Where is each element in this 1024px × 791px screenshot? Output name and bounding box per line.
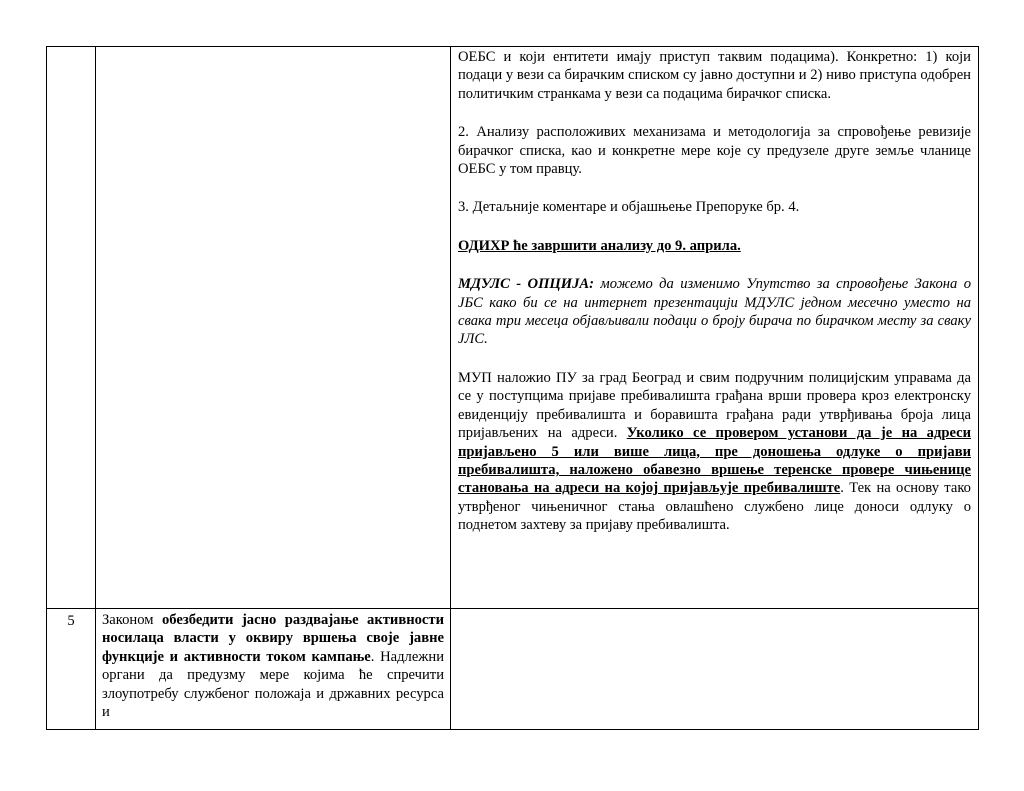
paragraph-revision-analysis: 2. Анализу расположивих механизама и методологија за спровођење ревизије бирачког списка, као и конкретне мере које су предузеле друге земље чланице ОЕБС у том правцу. (458, 124, 971, 178)
mup-order-end: . Тек на основу тако утврђеног чињеничног стања овлашћено службено лице доноси одлуку о поднетом захтеву за пријаву пребивалишта. (458, 480, 971, 534)
mdpls-option-lead: МДУЛС - ОПЦИЈА: (458, 276, 595, 293)
paragraph-odihr-deadline: ОДИХР ће завршити анализу до 9. априла. (458, 237, 741, 254)
row-number-cell: 5 (47, 609, 96, 730)
paragraph-recommendation-4: 3. Детаљније коментаре и објашњење Препоруке бр. 4. (458, 199, 800, 216)
recommendation-text (102, 611, 444, 721)
recommendation-text-emphasis: обезбедити јасно раздвајање активности носилаца власти у оквиру вршења своје јавне функције и активности током кампање (102, 612, 444, 665)
table-row (47, 609, 979, 730)
table-row (47, 47, 979, 609)
activities-cell (451, 609, 979, 730)
paragraph-osce-data: ОЕБС и који ентитети имају приступ таквим подацима). Конкретно: 1) који подаци у вези са бирачким списком су јавно доступни и 2) ниво приступа одобрен политичким странкама у вези са подацима бирачког списка. (458, 49, 971, 102)
paragraph-mdpls-option (458, 275, 971, 349)
document-table (46, 46, 979, 730)
paragraph-mup-order (458, 369, 971, 535)
recommendation-text-start: Законом (102, 612, 162, 628)
mup-order-start: МУП наложио ПУ за град Београд и свим подручним полицијским управама да се у поступцима пријаве пребивалишта грађана врши провера кроз електронску евиденцију пребивалишта и боравишта грађана ради утврђивања броја лица пријављених на адреси. (458, 369, 971, 442)
mdpls-option-text: можемо да изменимо Упутство за спровођење Закона о ЈБС како би се на интернет презентацији МДУЛС једном месечно уместо на свака три месеца објављивали подаци о броју бирача по бирачком месту за сваку ЈЛС. (458, 276, 971, 348)
recommendation-cell (96, 609, 451, 730)
mup-order-emphasis: Уколико се провером установи да је на адреси пријављено 5 или више лица, пре доношења одлуке о пријави пребивалишта, наложено обавезно вршење теренске провере чињенице становања на адреси на којој пријављује пребивалиште (458, 425, 971, 497)
recommendation-cell (96, 47, 451, 609)
activities-cell (451, 47, 979, 609)
recommendation-text-end: . Надлежни органи да предузму мере којима ће спречити злоупотребу службеног положаја и државних ресурса и (102, 648, 445, 721)
row-number-cell (47, 47, 96, 609)
